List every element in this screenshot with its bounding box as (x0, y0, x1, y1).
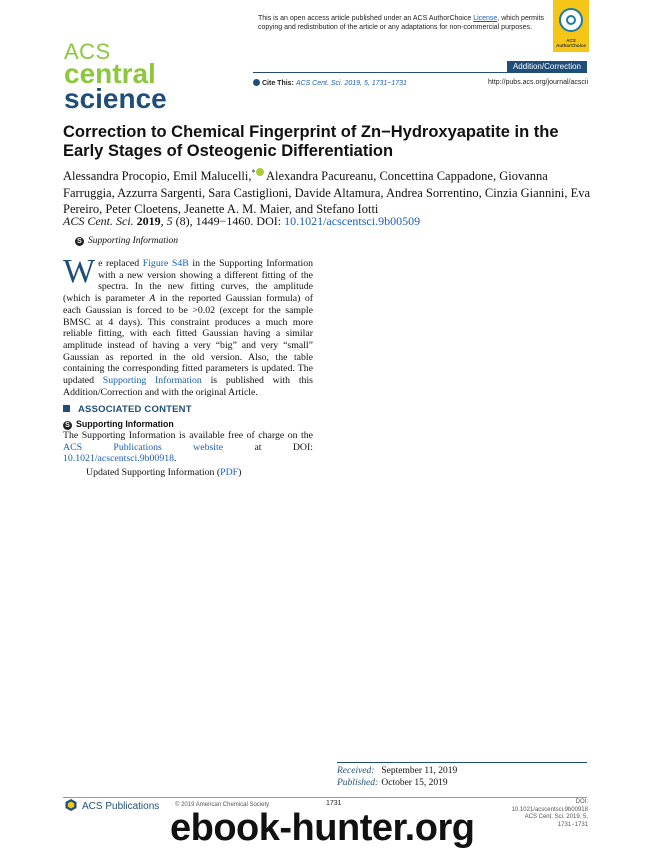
supporting-info-link[interactable]: S Supporting Information (75, 236, 178, 246)
acs-publications-link[interactable]: ACS Publications website (63, 441, 224, 453)
open-access-icon (559, 8, 583, 32)
header-rule (253, 72, 587, 73)
square-bullet-icon (63, 405, 70, 412)
authorchoice-badge[interactable] (553, 0, 589, 52)
logo-line-acs: ACS (64, 39, 111, 64)
received-date: Received: September 11, 2019 (337, 766, 458, 776)
footer-citation: DOI: 10.1021/acscentsci.9b00918 ACS Cent. Sci. 2019, 5, 1731−1731 (511, 799, 588, 828)
badge-label: ACS AuthorChoice (556, 38, 586, 48)
watermark: ebook-hunter.org (170, 807, 475, 849)
si-doi-link[interactable]: 10.1021/acscentsci.9b00918 (63, 453, 175, 465)
page-number: 1731 (326, 800, 342, 807)
article-category: Addition/Correction (507, 61, 587, 72)
drop-cap: W (63, 253, 96, 290)
open-access-notice: This is an open access article published under an ACS AuthorChoice License, which permits copying and redistribution of the article or any adaptations for non-commercial purposes. (258, 15, 545, 31)
article-title: Correction to Chemical Fingerprint of Zn−Hydroxyapatite in the Early Stages of Osteogenic Differentiation (63, 123, 559, 160)
logo-line-central: central (64, 58, 156, 89)
correction-paragraph: We replaced Figure S4B in the Supporting Information with a new version showing a different fitting of the spectra. In the new fitting curves, the amplitude (which is parameter A in the reported Gaussian formula) of each Gaussian is forced to be >0.02 (except for the sample BMSC at 4 days). This constraint produces a much more reliable fitting, with each fitted Gaussian having a similar amplitude instead of having a very “big” and very “small” Gaussian as reported in the old version. Also, the table containing the corresponding fitted parameters is updated. The updated Supporting Information is published with this Addition/Correction and with the original Article. (63, 253, 314, 398)
cite-icon (253, 79, 260, 86)
journal-url[interactable]: http://pubs.acs.org/journal/acscii (488, 79, 588, 86)
copyright: © 2019 American Chemical Society (175, 802, 270, 808)
corresponding-author-mark: * (251, 168, 256, 177)
supporting-info-icon: S (75, 237, 84, 246)
doi-link[interactable]: 10.1021/acscentsci.9b00509 (284, 214, 421, 228)
updated-si-line: Updated Supporting Information (PDF) (86, 467, 242, 478)
acs-hexagon-icon (64, 798, 78, 812)
journal-logo (64, 39, 174, 114)
supporting-info-icon: S (63, 421, 72, 430)
cite-this[interactable]: Cite This: ACS Cent. Sci. 2019, 5, 1731−1731 (253, 79, 407, 87)
published-date: Published: October 15, 2019 (337, 777, 448, 788)
author-list: Alessandra Procopio, Emil Malucelli,* Alexandra Pacureanu, Concettina Cappadone, Giovanna Farruggia, Azzurra Sargenti, Sara Castiglioni, Davide Altamura, Andrea Sorrentino, Cinzia Giannini, Eva Pereiro, Peter Cloetens, Jeanette A. M. Maier, and Stefano Iotti (63, 168, 591, 217)
original-article-reference: ACS Cent. Sci. 2019, 5 (8), 1449−1460. DOI: 10.1021/acscentsci.9b00509 (63, 214, 421, 228)
orcid-icon[interactable] (256, 168, 264, 176)
subsection-heading: S Supporting Information (63, 419, 174, 430)
logo-line-science: science (64, 83, 167, 114)
supporting-information-link[interactable]: Supporting Information (102, 375, 202, 387)
section-heading: ASSOCIATED CONTENT (63, 404, 192, 415)
acs-publications-logo[interactable]: ACS Publications (64, 798, 159, 812)
license-link[interactable]: License (473, 15, 498, 22)
pdf-link[interactable]: PDF (220, 467, 239, 478)
publication-dates (337, 766, 457, 789)
dates-rule (337, 762, 587, 763)
supporting-info-paragraph: The Supporting Information is available free of charge on the ACS Publications website at DOI: 10.1021/acscentsci.9b00918. (63, 430, 313, 465)
figure-s4b-link[interactable]: Figure S4B (142, 258, 189, 269)
